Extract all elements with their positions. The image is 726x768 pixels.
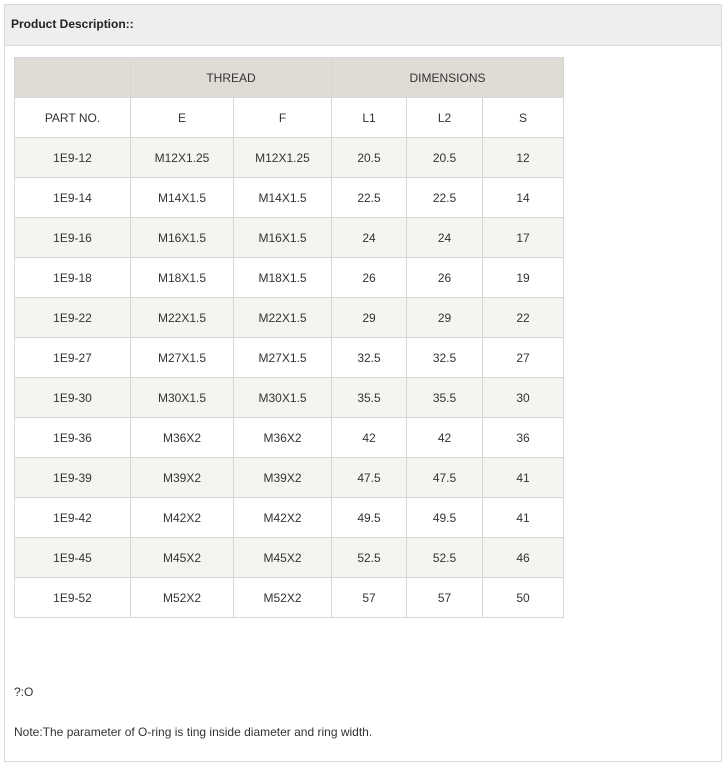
table-row — [15, 258, 564, 298]
cell-e: M42X2 — [131, 498, 234, 538]
cell-e: M14X1.5 — [131, 178, 234, 218]
table-row — [15, 458, 564, 498]
cell-f: M27X1.5 — [234, 338, 332, 378]
column-header-part: PART NO. — [15, 98, 131, 138]
cell-f: M42X2 — [234, 498, 332, 538]
cell-e: M45X2 — [131, 538, 234, 578]
cell-f: M22X1.5 — [234, 298, 332, 338]
cell-l2: 22.5 — [407, 178, 483, 218]
cell-s: 41 — [483, 458, 564, 498]
cell-f: M12X1.25 — [234, 138, 332, 178]
table-row — [15, 498, 564, 538]
column-header-f: F — [234, 98, 332, 138]
cell-part: 1E9-42 — [15, 498, 131, 538]
column-header-row — [15, 98, 564, 138]
table-row — [15, 178, 564, 218]
cell-s: 41 — [483, 498, 564, 538]
cell-e: M30X1.5 — [131, 378, 234, 418]
cell-l2: 32.5 — [407, 338, 483, 378]
panel-title: Product Description:: — [5, 5, 721, 46]
product-description-panel — [4, 4, 722, 762]
column-header-s: S — [483, 98, 564, 138]
cell-l2: 35.5 — [407, 378, 483, 418]
spec-table — [14, 57, 564, 618]
cell-f: M45X2 — [234, 538, 332, 578]
cell-l2: 26 — [407, 258, 483, 298]
table-row — [15, 298, 564, 338]
table-row — [15, 378, 564, 418]
cell-part: 1E9-36 — [15, 418, 131, 458]
cell-e: M39X2 — [131, 458, 234, 498]
cell-part: 1E9-16 — [15, 218, 131, 258]
note-text: Note:The parameter of O-ring is ting inside diameter and ring width. — [14, 725, 373, 739]
cell-s: 50 — [483, 578, 564, 618]
group-header-row — [15, 58, 564, 98]
group-header-blank — [15, 58, 131, 98]
cell-s: 22 — [483, 298, 564, 338]
cell-part: 1E9-30 — [15, 378, 131, 418]
cell-l1: 32.5 — [332, 338, 407, 378]
cell-l2: 20.5 — [407, 138, 483, 178]
cell-l2: 42 — [407, 418, 483, 458]
cell-f: M39X2 — [234, 458, 332, 498]
cell-l1: 20.5 — [332, 138, 407, 178]
cell-l1: 35.5 — [332, 378, 407, 418]
cell-e: M22X1.5 — [131, 298, 234, 338]
cell-l2: 29 — [407, 298, 483, 338]
cell-l1: 42 — [332, 418, 407, 458]
cell-f: M14X1.5 — [234, 178, 332, 218]
cell-s: 12 — [483, 138, 564, 178]
extra-text: ?:O — [14, 685, 34, 699]
cell-f: M52X2 — [234, 578, 332, 618]
table-row — [15, 138, 564, 178]
cell-l1: 49.5 — [332, 498, 407, 538]
table-row — [15, 578, 564, 618]
cell-l2: 57 — [407, 578, 483, 618]
table-row — [15, 218, 564, 258]
cell-l2: 49.5 — [407, 498, 483, 538]
cell-l2: 47.5 — [407, 458, 483, 498]
cell-part: 1E9-39 — [15, 458, 131, 498]
cell-s: 14 — [483, 178, 564, 218]
cell-f: M18X1.5 — [234, 258, 332, 298]
cell-e: M18X1.5 — [131, 258, 234, 298]
cell-s: 17 — [483, 218, 564, 258]
cell-s: 36 — [483, 418, 564, 458]
cell-l1: 29 — [332, 298, 407, 338]
column-header-l1: L1 — [332, 98, 407, 138]
group-header-dimensions: DIMENSIONS — [332, 58, 564, 98]
cell-part: 1E9-18 — [15, 258, 131, 298]
cell-f: M16X1.5 — [234, 218, 332, 258]
cell-e: M36X2 — [131, 418, 234, 458]
cell-part: 1E9-14 — [15, 178, 131, 218]
cell-part: 1E9-22 — [15, 298, 131, 338]
table-row — [15, 418, 564, 458]
cell-part: 1E9-52 — [15, 578, 131, 618]
group-header-thread: THREAD — [131, 58, 332, 98]
cell-f: M36X2 — [234, 418, 332, 458]
cell-l1: 57 — [332, 578, 407, 618]
cell-e: M52X2 — [131, 578, 234, 618]
cell-l1: 47.5 — [332, 458, 407, 498]
cell-part: 1E9-45 — [15, 538, 131, 578]
cell-l1: 52.5 — [332, 538, 407, 578]
cell-l1: 24 — [332, 218, 407, 258]
table-row — [15, 538, 564, 578]
cell-f: M30X1.5 — [234, 378, 332, 418]
cell-e: M16X1.5 — [131, 218, 234, 258]
table-row — [15, 338, 564, 378]
cell-s: 46 — [483, 538, 564, 578]
column-header-l2: L2 — [407, 98, 483, 138]
cell-l1: 22.5 — [332, 178, 407, 218]
cell-e: M27X1.5 — [131, 338, 234, 378]
cell-part: 1E9-12 — [15, 138, 131, 178]
cell-s: 30 — [483, 378, 564, 418]
cell-l2: 52.5 — [407, 538, 483, 578]
cell-l1: 26 — [332, 258, 407, 298]
cell-l2: 24 — [407, 218, 483, 258]
cell-part: 1E9-27 — [15, 338, 131, 378]
cell-s: 19 — [483, 258, 564, 298]
cell-e: M12X1.25 — [131, 138, 234, 178]
cell-s: 27 — [483, 338, 564, 378]
column-header-e: E — [131, 98, 234, 138]
